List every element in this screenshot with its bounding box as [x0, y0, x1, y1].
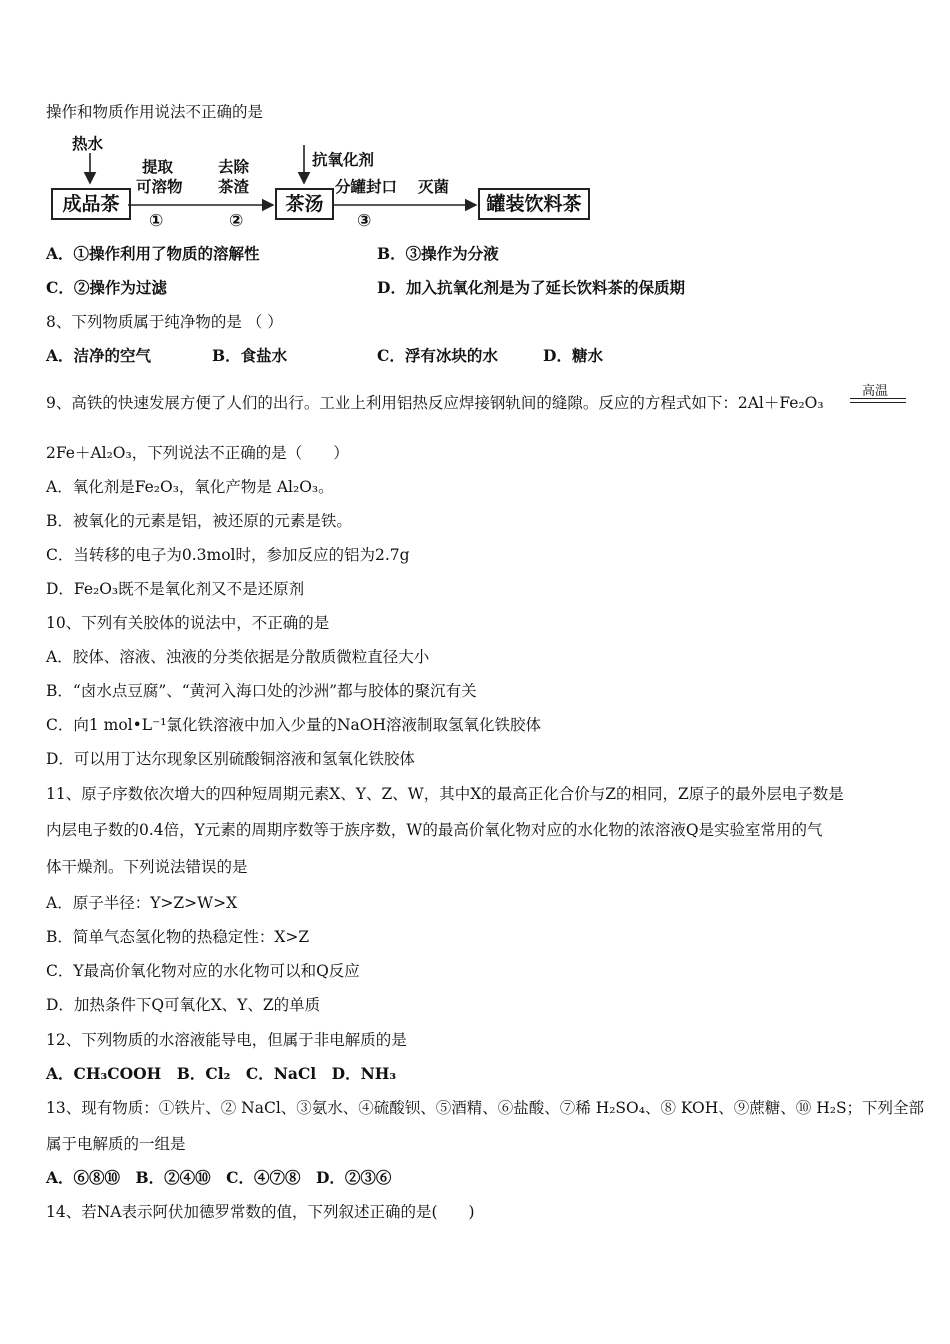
q11-stem-line1: 11、原子序数依次增大的四种短周期元素X、Y、Z、W，其中X的最高正化合价与Z的相同，Z原子的最外层电子数是	[46, 785, 844, 803]
q9-stem-continued: 2Fe＋Al₂O₃，下列说法不正确的是（ ）	[46, 444, 349, 462]
reaction-condition: 高温	[862, 384, 889, 399]
q7-option-c: C．②操作为过滤	[46, 278, 167, 297]
q11-option-d: D．加热条件下Q可氧化X、Y、Z的单质	[46, 996, 321, 1014]
q9-option-d: D．Fe₂O₃既不是氧化剂又不是还原剂	[46, 580, 305, 598]
step3-number: ③	[357, 211, 372, 231]
q10-option-d: D．可以用丁达尔现象区别硫酸铜溶液和氢氧化铁胶体	[46, 750, 415, 768]
q13-options: A．⑥⑧⑩ B．②④⑩ C．④⑦⑧ D．②③⑥	[46, 1168, 392, 1187]
step2-number: ②	[229, 211, 244, 231]
q13-stem-line2: 属于电解质的一组是	[46, 1135, 186, 1153]
q7-option-b: B．③操作为分液	[377, 244, 499, 263]
q8-stem: 8、下列物质属于纯净物的是 （ ）	[46, 313, 283, 331]
process-diagram	[46, 133, 606, 238]
question-intro: 操作和物质作用说法不正确的是	[46, 103, 264, 121]
step3-label: 分罐封口	[335, 178, 398, 196]
antioxidant-label: 抗氧化剂	[312, 151, 375, 169]
q8-option-b: B．食盐水	[212, 346, 288, 365]
q9-option-c: C．当转移的电子为0.3mol时，参加反应的铝为2.7g	[46, 546, 410, 564]
tea-soup-box: 茶汤	[275, 188, 334, 220]
q9-stem: 9、高铁的快速发展方便了人们的出行。工业上利用铝热反应焊接钢轨间的缝隙。反应的方程式如下：2Al＋Fe₂O₃	[46, 394, 824, 412]
q14-stem: 14、若NA表示阿伏加德罗常数的值，下列叙述正确的是( )	[46, 1203, 475, 1221]
tea-product-box: 成品茶	[51, 188, 131, 220]
q9-option-b: B．被氧化的元素是铝，被还原的元素是铁。	[46, 512, 352, 530]
q11-option-a: A．原子半径：Y>Z>W>X	[46, 894, 238, 912]
step2-top-label: 去除	[218, 158, 250, 176]
q7-option-a: A．①操作利用了物质的溶解性	[46, 244, 260, 263]
q9-option-a: A．氧化剂是Fe₂O₃，氧化产物是 Al₂O₃。	[46, 478, 334, 496]
q8-option-c: C．浮有冰块的水	[377, 346, 498, 365]
flow-arrows	[46, 133, 606, 238]
q11-option-c: C．Y最高价氧化物对应的水化物可以和Q反应	[46, 962, 360, 980]
q10-option-a: A．胶体、溶液、浊液的分类依据是分散质微粒直径大小	[46, 648, 430, 666]
sterilize-label: 灭菌	[418, 178, 450, 196]
q11-option-b: B．简单气态氢化物的热稳定性：X>Z	[46, 928, 310, 946]
step2-bottom-label: 茶渣	[218, 178, 250, 196]
q10-stem: 10、下列有关胶体的说法中，不正确的是	[46, 614, 330, 632]
q11-stem-line2: 内层电子数的0.4倍，Y元素的周期序数等于族序数，W的最高价氧化物对应的水化物的浓溶液Q是实验室常用的气	[46, 821, 823, 839]
q8-option-a: A．洁净的空气	[46, 346, 152, 365]
q8-option-d: D．糖水	[543, 346, 603, 365]
step1-top-label: 提取	[142, 158, 174, 176]
q10-option-c: C．向1 mol•L⁻¹氯化铁溶液中加入少量的NaOH溶液制取氢氧化铁胶体	[46, 716, 541, 734]
step1-number: ①	[149, 211, 164, 231]
q12-stem: 12、下列物质的水溶液能导电，但属于非电解质的是	[46, 1031, 407, 1049]
q13-stem-line1: 13、现有物质：①铁片、② NaCl、③氨水、④硫酸钡、⑤酒精、⑥盐酸、⑦稀 H₂SO₄、⑧ KOH、⑨蔗糖、⑩ H₂S；下列全部	[46, 1099, 925, 1117]
q10-option-b: B．“卤水点豆腐”、“黄河入海口处的沙洲”都与胶体的聚沉有关	[46, 682, 477, 700]
q7-option-d: D．加入抗氧化剂是为了延长饮料茶的保质期	[377, 278, 685, 297]
q12-options: A．CH₃COOH B．Cl₂ C．NaCl D．NH₃	[46, 1064, 397, 1083]
canned-tea-box: 罐装饮料茶	[478, 188, 590, 220]
step1-bottom-label: 可溶物	[136, 178, 183, 196]
q11-stem-line3: 体干燥剂。下列说法错误的是	[46, 858, 248, 876]
equals-sign	[850, 398, 906, 403]
hot-water-label: 热水	[72, 135, 104, 153]
